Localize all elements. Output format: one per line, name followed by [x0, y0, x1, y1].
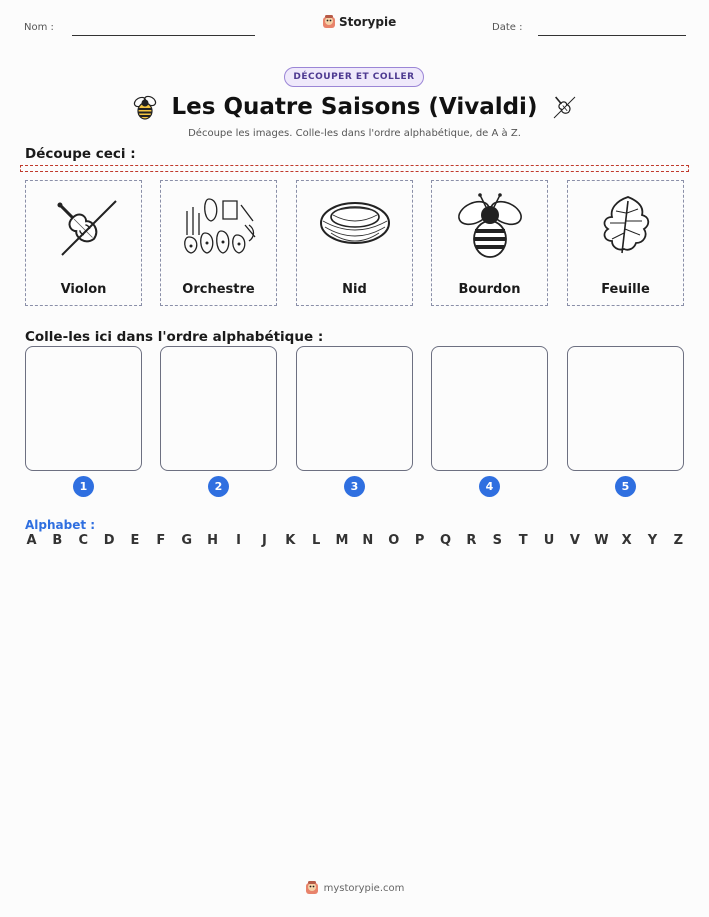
- slot-number-badge: 1: [73, 476, 94, 497]
- cut-card-nid[interactable]: [296, 180, 413, 306]
- alphabet-letter: V: [569, 533, 580, 548]
- alphabet-letter: X: [621, 533, 632, 548]
- alphabet-letter: M: [335, 533, 349, 548]
- cut-card-violon[interactable]: [25, 180, 142, 306]
- cut-section-heading: Découpe ceci :: [25, 146, 136, 162]
- alphabet-letter: R: [466, 533, 477, 548]
- leaf-icon: [586, 191, 666, 261]
- alphabet-letter: P: [414, 533, 425, 548]
- activity-badge: DÉCOUPER ET COLLER: [284, 67, 424, 87]
- footer-site: mystorypie.com: [323, 882, 405, 894]
- card-label: Bourdon: [458, 282, 521, 297]
- alphabet-letter: W: [594, 533, 609, 548]
- alphabet-letter: U: [543, 533, 555, 548]
- alphabet-letter: S: [492, 533, 502, 548]
- page-title: Les Quatre Saisons (Vivaldi): [171, 94, 538, 120]
- paste-slot-4[interactable]: [431, 346, 548, 471]
- alphabet-letter: A: [26, 533, 37, 548]
- alphabet-letter: T: [518, 533, 528, 548]
- alphabet-letter: J: [261, 533, 267, 548]
- slot-number-badge: 4: [479, 476, 500, 497]
- alphabet-letter: B: [52, 533, 63, 548]
- name-label: Nom :: [24, 22, 54, 33]
- nest-icon: [315, 191, 395, 261]
- bee-icon: [130, 92, 160, 122]
- worksheet-header: [0, 14, 709, 44]
- cut-card-bourdon[interactable]: [431, 180, 548, 306]
- card-label: Orchestre: [182, 282, 255, 297]
- bumblebee-icon: [450, 191, 530, 261]
- alphabet-letter: K: [285, 533, 296, 548]
- footer: [0, 880, 709, 896]
- alphabet-letter: Z: [673, 533, 684, 548]
- card-label: Feuille: [601, 282, 650, 297]
- alphabet-letter: E: [130, 533, 140, 548]
- storypie-logo-icon: [322, 14, 336, 30]
- cut-card-feuille[interactable]: [567, 180, 684, 306]
- alphabet-letter: L: [311, 533, 321, 548]
- paste-slot-1[interactable]: [25, 346, 142, 471]
- alphabet-label: Alphabet :: [25, 518, 96, 532]
- alphabet-letter: C: [78, 533, 89, 548]
- alphabet-letter: G: [181, 533, 193, 548]
- violin-icon: [549, 92, 579, 122]
- slot-number-badge: 3: [344, 476, 365, 497]
- date-label: Date :: [492, 22, 523, 33]
- alphabet-letter: D: [103, 533, 115, 548]
- brand-logo: [322, 14, 396, 30]
- cut-card-orchestre[interactable]: [160, 180, 277, 306]
- name-field[interactable]: [72, 35, 255, 36]
- slot-number-badge: 5: [615, 476, 636, 497]
- card-label: Nid: [342, 282, 367, 297]
- alphabet-letter: I: [236, 533, 241, 548]
- alphabet-letter: Y: [647, 533, 658, 548]
- storypie-logo-icon: [305, 880, 319, 896]
- paste-slot-5[interactable]: [567, 346, 684, 471]
- paste-slot-2[interactable]: [160, 346, 277, 471]
- brand-name: Storypie: [339, 15, 397, 29]
- alphabet-letter: Q: [439, 533, 452, 548]
- slot-number-badge: 2: [208, 476, 229, 497]
- title-row: [0, 90, 709, 124]
- alphabet-letter: O: [388, 533, 400, 548]
- paste-section-heading: Colle-les ici dans l'ordre alphabétique :: [25, 329, 324, 345]
- instructions: Découpe les images. Colle-les dans l'ordre alphabétique, de A à Z.: [188, 128, 521, 139]
- alphabet-letter: H: [207, 533, 219, 548]
- orchestra-icon: [179, 191, 259, 261]
- date-field[interactable]: [538, 35, 686, 36]
- alphabet-letter: N: [362, 533, 374, 548]
- cut-line: [20, 165, 689, 172]
- card-label: Violon: [60, 282, 107, 297]
- alphabet-letter: F: [156, 533, 166, 548]
- violin-icon: [44, 191, 124, 261]
- alphabet-row: [25, 533, 685, 551]
- paste-slot-3[interactable]: [296, 346, 413, 471]
